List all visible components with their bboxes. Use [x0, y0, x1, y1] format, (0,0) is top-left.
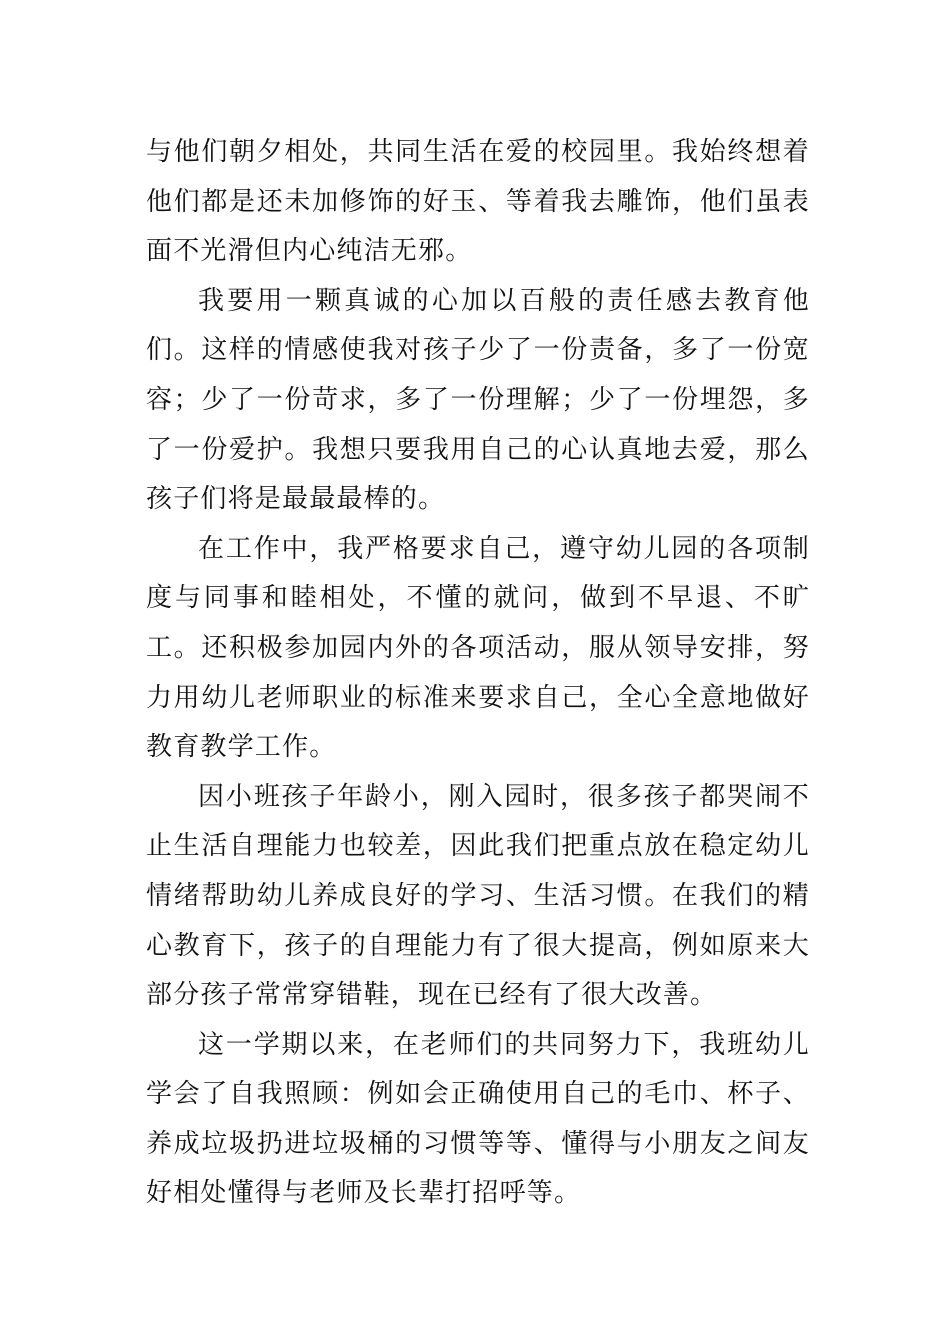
paragraph-4: 因小班孩子年龄小，刚入园时，很多孩子都哭闹不止生活自理能力也较差，因此我们把重点放在稳定幼儿情绪帮助幼儿养成良好的学习、生活习惯。在我们的精心教育下，孩子的自理能力有了很大提高，例如原来大部分孩子常常穿错鞋，现在已经有了很大改善。 [146, 781, 810, 1011]
document-body [146, 128, 810, 1219]
paragraph-5: 这一学期以来，在老师们的共同努力下，我班幼儿学会了自我照顾：例如会正确使用自己的毛巾、杯子、养成垃圾扔进垃圾桶的习惯等等、懂得与小朋友之间友好相处懂得与老师及长辈打招呼等。 [146, 1029, 810, 1209]
paragraph-2: 我要用一颗真诚的心加以百般的责任感去教育他们。这样的情感使我对孩子少了一份责备，多了一份宽容；少了一份苛求，多了一份理解；少了一份埋怨，多了一份爱护。我想只要我用自己的心认真地去爱，那么孩子们将是最最最棒的。 [146, 285, 810, 515]
paragraph-1: 与他们朝夕相处，共同生活在爱的校园里。我始终想着他们都是还未加修饰的好玉、等着我去雕饰，他们虽表面不光滑但内心纯洁无邪。 [146, 137, 810, 267]
paragraph-3: 在工作中，我严格要求自己，遵守幼儿园的各项制度与同事和睦相处，不懂的就问，做到不早退、不旷工。还积极参加园内外的各项活动，服从领导安排，努力用幼儿老师职业的标准来要求自己，全心全意地做好教育教学工作。 [146, 533, 810, 763]
